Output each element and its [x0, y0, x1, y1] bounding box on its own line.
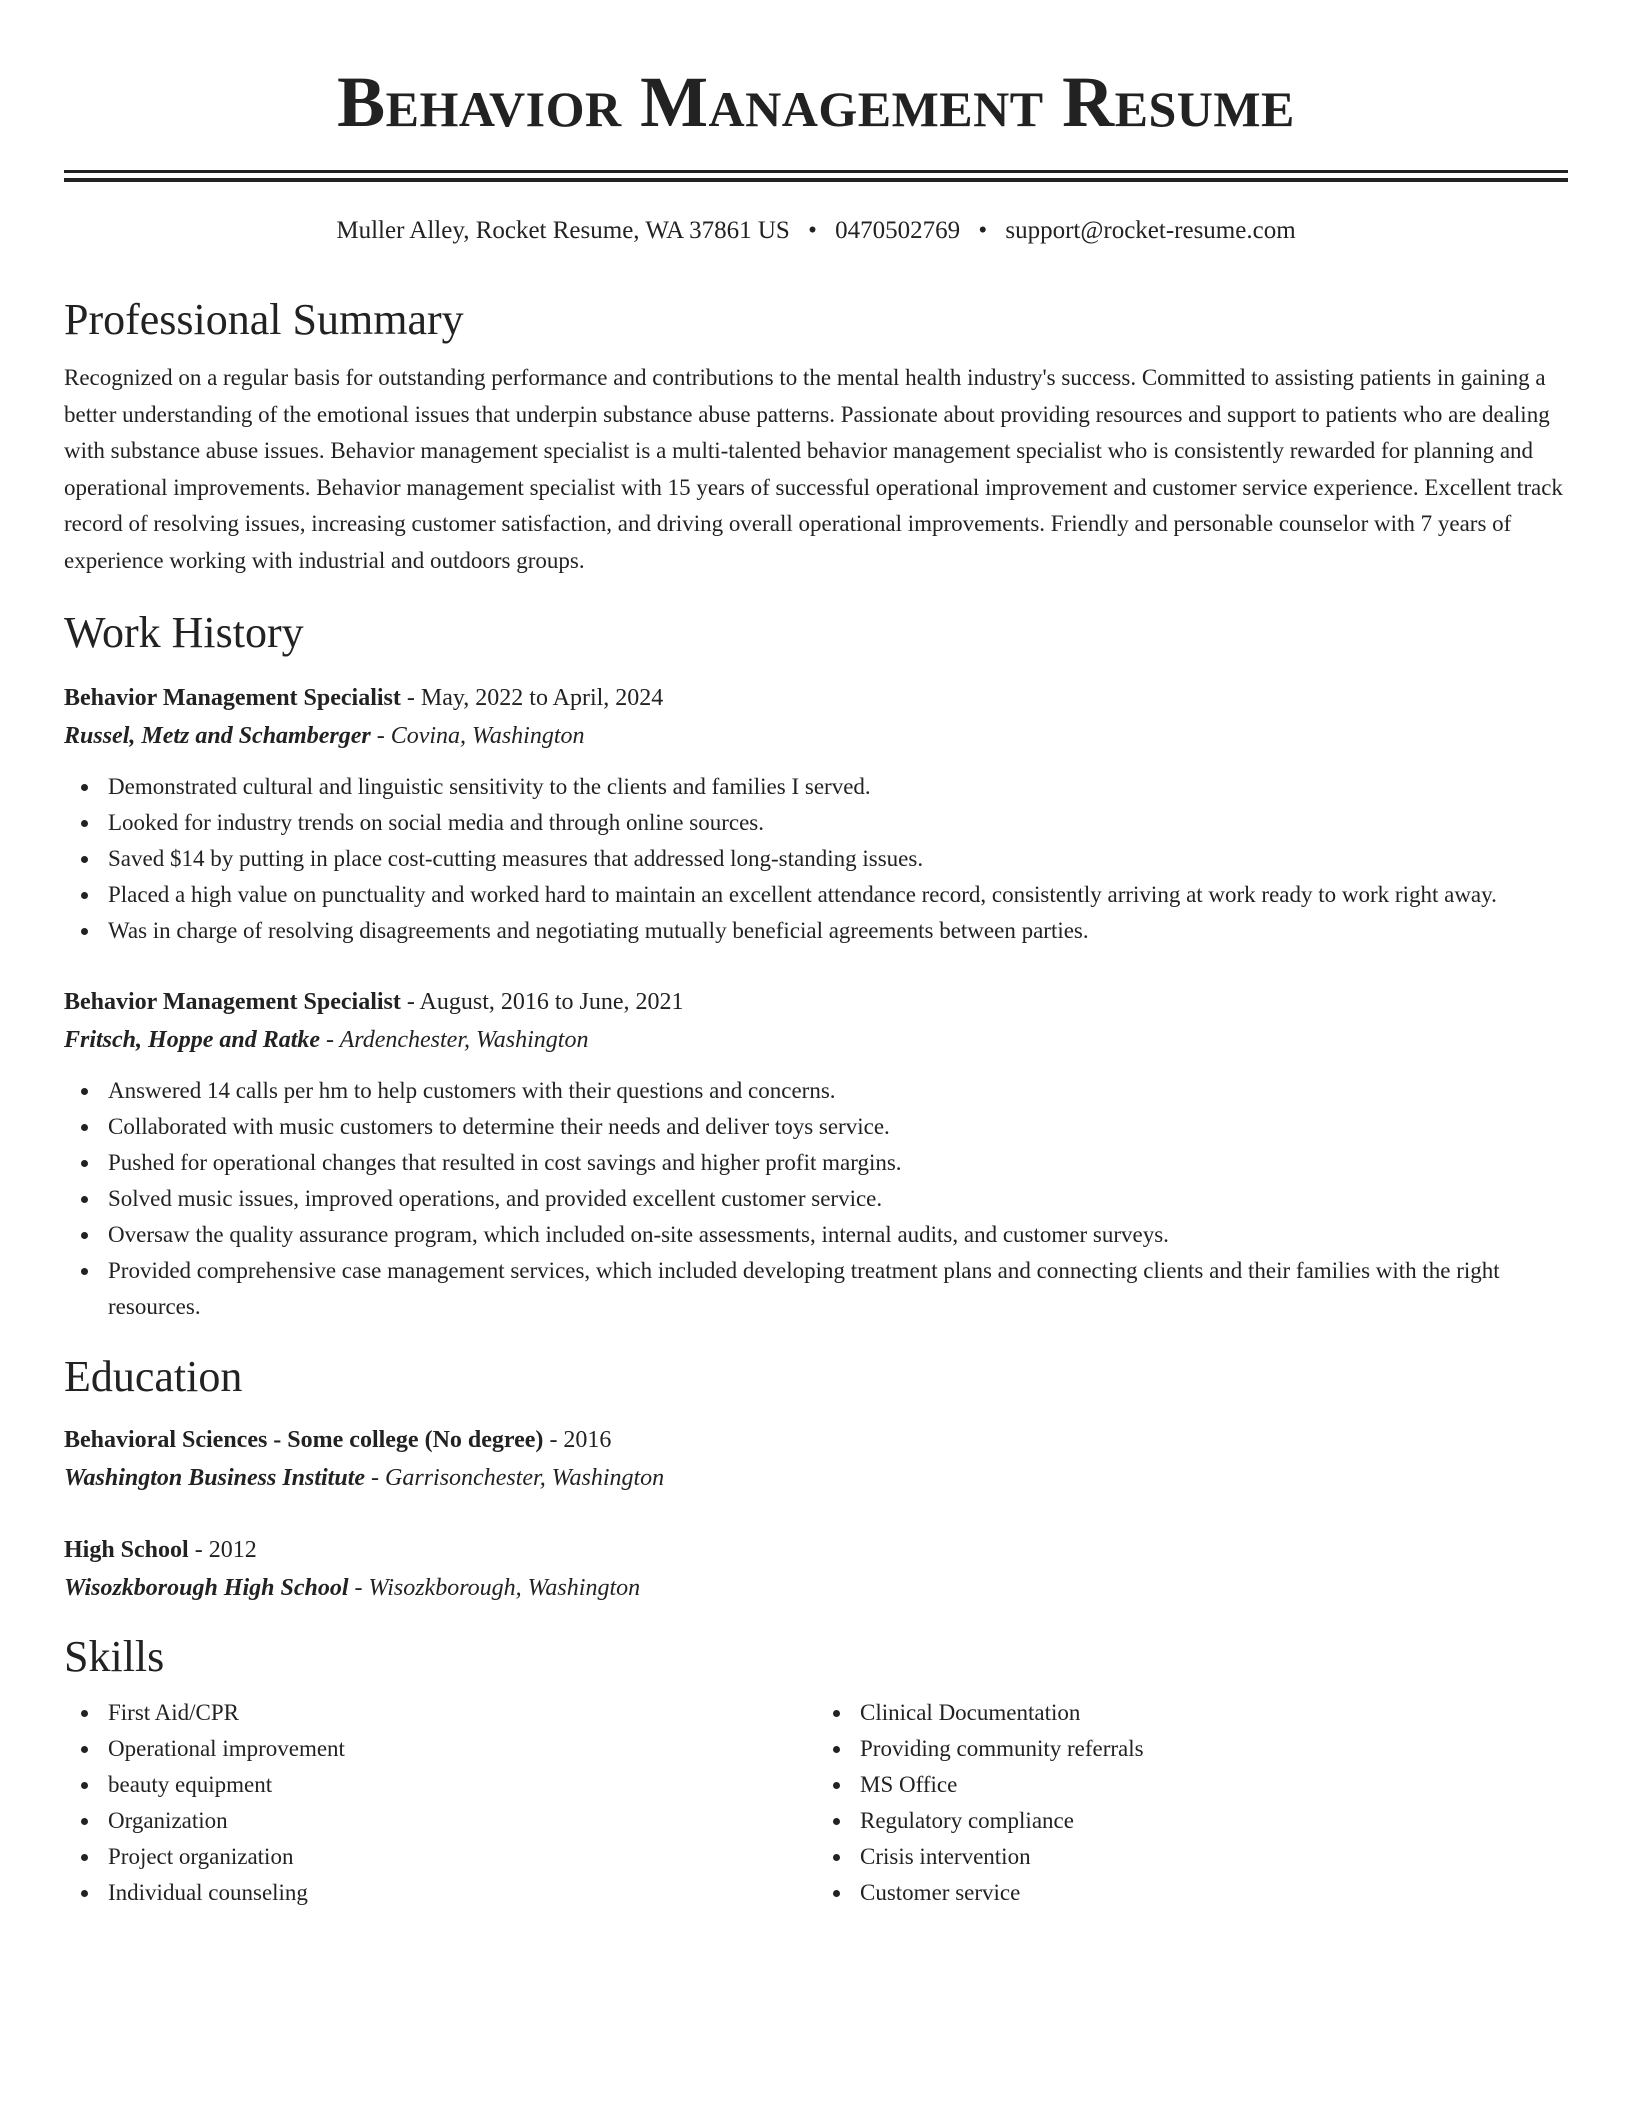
skill-item: Customer service: [860, 1875, 1568, 1911]
skill-item: First Aid/CPR: [108, 1695, 816, 1731]
job-location: - Covina, Washington: [370, 723, 585, 749]
education-header: [64, 1421, 1568, 1459]
education-year: - 2012: [188, 1537, 257, 1563]
skill-item: Clinical Documentation: [860, 1695, 1568, 1731]
skills-heading: Skills: [64, 1632, 165, 1681]
skill-item: Crisis intervention: [860, 1839, 1568, 1875]
skill-item: Organization: [108, 1803, 816, 1839]
list-item: Collaborated with music customers to determine their needs and deliver toys service.: [108, 1109, 1568, 1145]
list-item: Answered 14 calls per hm to help customers with their questions and concerns.: [108, 1073, 1568, 1109]
contact-line: [64, 214, 1568, 248]
work-history-heading: Work History: [64, 608, 304, 657]
education-heading: Education: [64, 1352, 243, 1401]
skill-item: Individual counseling: [108, 1875, 816, 1911]
page-title: Behavior Management Resume: [337, 62, 1295, 142]
list-item: Oversaw the quality assurance program, which included on-site assessments, internal audits, and customer surveys.: [108, 1217, 1568, 1253]
job-entry: [64, 679, 1568, 949]
job-location: - Ardenchester, Washington: [320, 1027, 589, 1053]
education-year: - 2016: [543, 1427, 612, 1453]
skill-item: Regulatory compliance: [860, 1803, 1568, 1839]
job-duties-list: [64, 1073, 1568, 1325]
education-entry: [64, 1421, 1568, 1497]
education-location: - Garrisonchester, Washington: [365, 1465, 665, 1491]
education-degree: High School: [64, 1537, 189, 1563]
skill-item: Providing community referrals: [860, 1731, 1568, 1767]
summary-heading: Professional Summary: [64, 295, 464, 344]
list-item: Provided comprehensive case management services, which included developing treatment plans and connecting clients and their families with the right resources.: [108, 1253, 1568, 1325]
job-header: [64, 983, 1568, 1021]
skill-item: Operational improvement: [108, 1731, 816, 1767]
list-item: Demonstrated cultural and linguistic sensitivity to the clients and families I served.: [108, 769, 1568, 805]
job-dates: - May, 2022 to April, 2024: [400, 685, 664, 711]
skill-item: Project organization: [108, 1839, 816, 1875]
skill-item: beauty equipment: [108, 1767, 816, 1803]
job-company: Fritsch, Hoppe and Ratke: [64, 1027, 321, 1053]
education-header: [64, 1531, 1568, 1569]
education-location: - Wisozkborough, Washington: [348, 1575, 641, 1601]
list-item: Was in charge of resolving disagreements and negotiating mutually beneficial agreements between parties.: [108, 913, 1568, 949]
contact-phone: 0470502769: [835, 217, 961, 244]
job-company-line: [64, 1021, 1568, 1059]
education-degree: Behavioral Sciences - Some college (No degree): [64, 1427, 544, 1453]
list-item: Looked for industry trends on social media and through online sources.: [108, 805, 1568, 841]
job-header: [64, 679, 1568, 717]
job-company: Russel, Metz and Schamberger: [64, 723, 371, 749]
education-school-line: [64, 1459, 1568, 1497]
job-duties-list: [64, 769, 1568, 949]
contact-email: support@rocket-resume.com: [1005, 217, 1296, 244]
skills-list-right: [816, 1695, 1568, 1911]
job-title: Behavior Management Specialist: [64, 685, 401, 711]
education-entry: [64, 1531, 1568, 1607]
job-title: Behavior Management Specialist: [64, 989, 401, 1015]
skills-columns: [64, 1695, 1568, 1911]
education-school: Washington Business Institute: [64, 1465, 366, 1491]
contact-address: Muller Alley, Rocket Resume, WA 37861 US: [336, 217, 790, 244]
summary-text: Recognized on a regular basis for outstanding performance and contributions to the mental health industry's success. Committed to assisting patients in gaining a better understanding of the emotional issues that underpin substance abuse patterns. Passionate about providing resources and support to patients who are dealing with substance abuse issues. Behavior management specialist is a multi-talented behavior management specialist who is consistently rewarded for planning and operational improvements. Behavior management specialist with 15 years of successful operational improvement and customer service experience. Excellent track record of resolving issues, increasing customer satisfaction, and driving overall operational improvements. Friendly and personable counselor with 7 years of experience working with industrial and outdoors groups.: [64, 365, 1563, 573]
skill-item: MS Office: [860, 1767, 1568, 1803]
list-item: Saved $14 by putting in place cost-cutting measures that addressed long-standing issues.: [108, 841, 1568, 877]
job-company-line: [64, 717, 1568, 755]
list-item: Pushed for operational changes that resulted in cost savings and higher profit margins.: [108, 1145, 1568, 1181]
title-divider: [64, 170, 1568, 182]
education-school: Wisozkborough High School: [64, 1575, 349, 1601]
contact-separator: •: [978, 217, 988, 244]
job-entry: [64, 983, 1568, 1325]
list-item: Placed a high value on punctuality and worked hard to maintain an excellent attendance record, consistently arriving at work ready to work right away.: [108, 877, 1568, 913]
list-item: Solved music issues, improved operations, and provided excellent customer service.: [108, 1181, 1568, 1217]
job-dates: - August, 2016 to June, 2021: [400, 989, 684, 1015]
skills-list-left: [64, 1695, 816, 1911]
education-school-line: [64, 1569, 1568, 1607]
contact-separator: •: [808, 217, 817, 244]
